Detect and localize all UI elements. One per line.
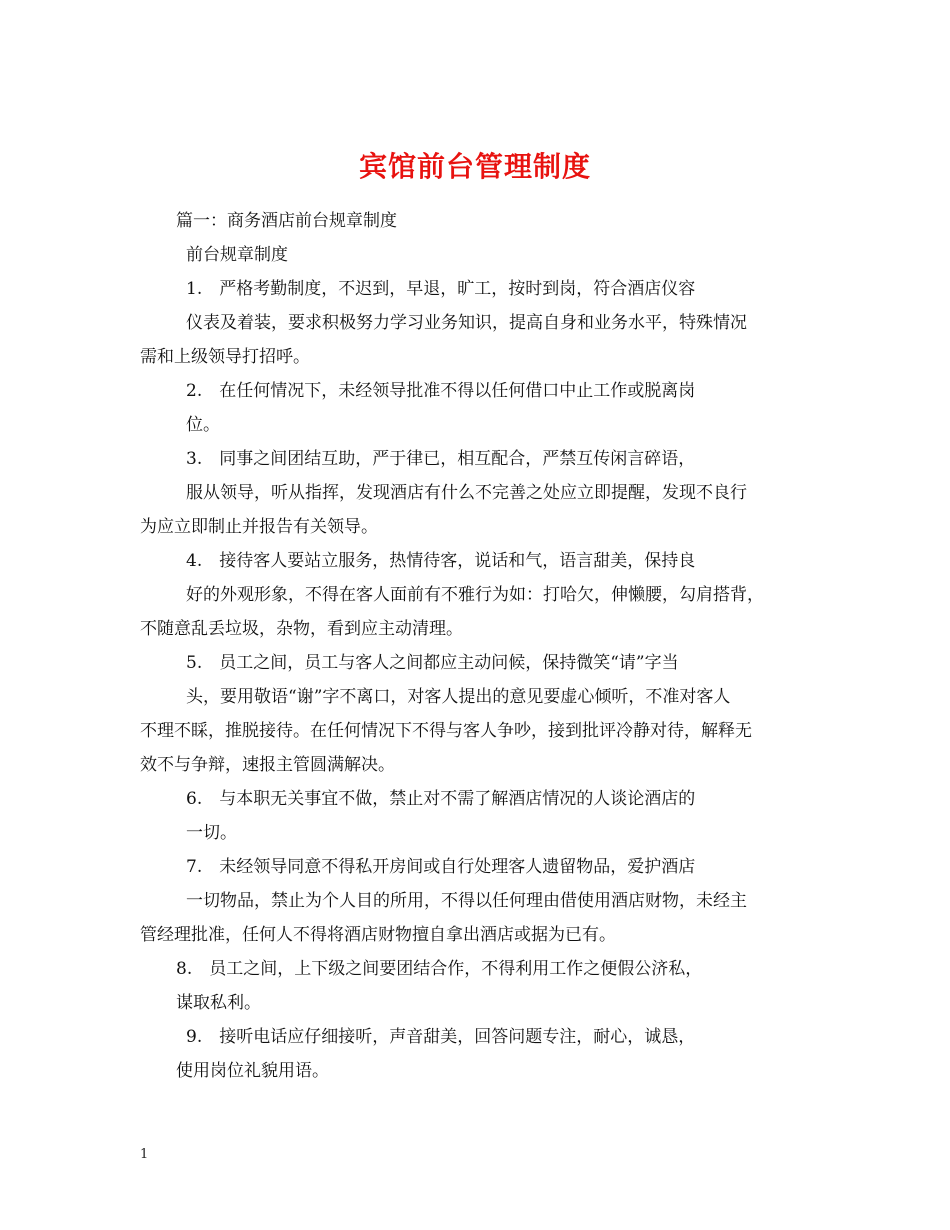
- rule-3-line-2: 服从领导，听从指挥，发现酒店有什么不完善之处应立即提醒，发现不良行: [186, 483, 747, 503]
- section-heading: 篇一：商务酒店前台规章制度: [176, 211, 397, 231]
- rule-5-line-3: 不理不睬，推脱接待。在任何情况下不得与客人争吵，接到批评冷静对待，解释无: [140, 721, 752, 741]
- rule-7-line-1: 7. 未经领导同意不得私开房间或自行处理客人遗留物品，爱护酒店: [186, 857, 696, 877]
- rule-2-line-2: 位。: [186, 415, 220, 435]
- rule-4-line-2: 好的外观形象，不得在客人面前有不雅行为如：打哈欠，伸懒腰，勾肩搭背，: [186, 585, 764, 605]
- rule-5-line-2: 头，要用敬语“谢”字不离口，对客人提出的意见要虚心倾听，不准对客人: [186, 687, 731, 707]
- rule-6-line-1: 6. 与本职无关事宜不做，禁止对不需了解酒店情况的人谈论酒店的: [186, 789, 696, 809]
- page-title: 宾馆前台管理制度: [358, 149, 591, 183]
- rule-9-line-2: 使用岗位礼貌用语。: [176, 1061, 329, 1081]
- rule-7-line-3: 管经理批准，任何人不得将酒店财物擅自拿出酒店或据为已有。: [140, 925, 616, 945]
- rule-9-line-1: 9. 接听电话应仔细接听，声音甜美，回答问题专注，耐心，诚恳，: [186, 1027, 696, 1047]
- rule-5-line-4: 效不与争辩，速报主管圆满解决。: [140, 755, 395, 775]
- rule-8-line-1: 8. 员工之间，上下级之间要团结合作，不得利用工作之便假公济私，: [176, 959, 703, 979]
- rule-1-line-2: 仪表及着装，要求积极努力学习业务知识，提高自身和业务水平，特殊情况: [186, 313, 747, 333]
- rule-3-line-3: 为应立即制止并报告有关领导。: [140, 517, 378, 537]
- rule-1-line-1: 1. 严格考勤制度，不迟到，早退，旷工，按时到岗，符合酒店仪容: [186, 279, 696, 299]
- rule-6-line-2: 一切。: [186, 823, 237, 843]
- rule-1-line-3: 需和上级领导打招呼。: [140, 347, 310, 367]
- subsection-heading: 前台规章制度: [186, 245, 288, 265]
- rule-7-line-2: 一切物品，禁止为个人目的所用，不得以任何理由借使用酒店财物，未经主: [186, 891, 747, 911]
- rule-4-line-1: 4. 接待客人要站立服务，热情待客，说话和气，语言甜美，保持良: [186, 551, 696, 571]
- rule-3-line-1: 3. 同事之间团结互助，严于律已，相互配合，严禁互传闲言碎语，: [186, 449, 696, 469]
- rule-8-line-2: 谋取私利。: [176, 993, 261, 1013]
- rule-2-line-1: 2. 在任何情况下，未经领导批准不得以任何借口中止工作或脱离岗: [186, 381, 696, 401]
- rule-5-line-1: 5. 员工之间，员工与客人之间都应主动问候，保持微笑“请”字当: [186, 653, 679, 673]
- rule-4-line-3: 不随意乱丢垃圾，杂物，看到应主动清理。: [140, 619, 463, 639]
- page-number: 1: [140, 1147, 149, 1162]
